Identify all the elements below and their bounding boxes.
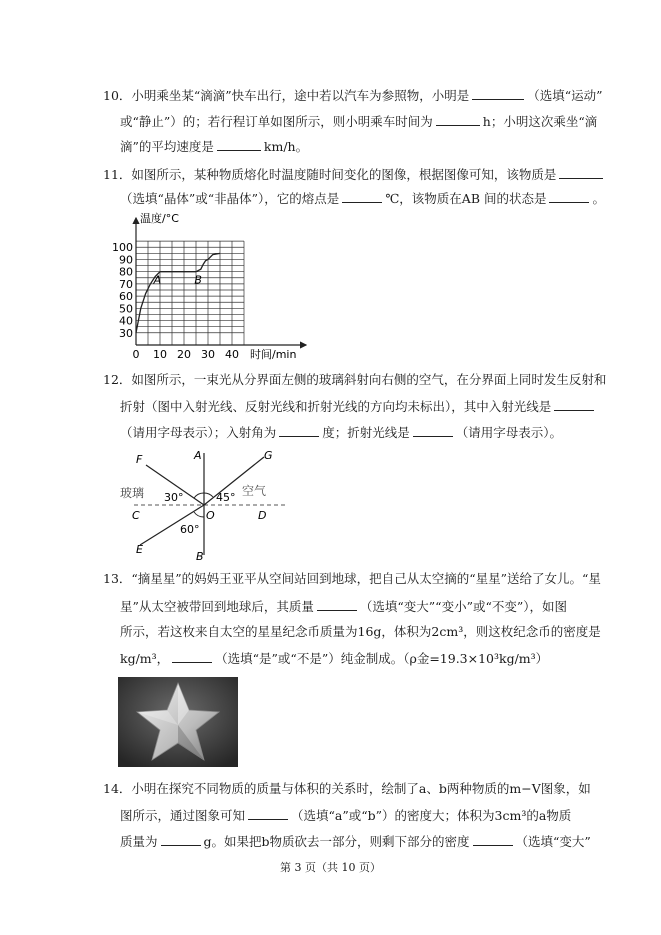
- q10-blank-1[interactable]: [472, 87, 524, 100]
- q14-blank-3[interactable]: [473, 833, 513, 846]
- y-tick-label: 80: [119, 265, 133, 279]
- angle-arc-60: [194, 512, 204, 517]
- label-D: D: [258, 509, 267, 522]
- label-glass: 玻璃: [120, 486, 145, 500]
- q11-line2: [120, 190, 605, 207]
- angle-arc-30: [194, 493, 204, 498]
- q10-line3: [120, 138, 308, 155]
- q13-text: （选填“变大”“变小”或“不变”），如图: [359, 599, 567, 614]
- q13-text: （选填“是”或“不是”）纯金制成。（ρ金=19.3×10³kg/m³）: [215, 651, 549, 666]
- melting-chart: [110, 210, 310, 365]
- q11-line1: [103, 166, 606, 183]
- q11-blank-1[interactable]: [559, 166, 603, 179]
- q12-line3: [120, 424, 562, 441]
- q14-text: 图所示，通过图象可知: [120, 808, 246, 823]
- q11-blank-3[interactable]: [549, 190, 589, 203]
- q13-line2: [120, 598, 567, 615]
- q10-line2: [120, 113, 597, 130]
- label-A: A: [194, 449, 202, 462]
- q11-text: 。: [592, 191, 605, 206]
- q11-text: 11．如图所示，某种物质熔化时温度随时间变化的图像，根据图像可知，该物质是: [103, 167, 557, 182]
- y-tick-label: 50: [119, 302, 133, 316]
- q13-blank-1[interactable]: [317, 598, 357, 611]
- label-E: E: [136, 543, 143, 556]
- q10-text: km/h。: [263, 139, 309, 154]
- x-tick-label: 0: [132, 348, 140, 361]
- q14-line2: [120, 807, 571, 824]
- label-B: B: [196, 550, 204, 562]
- q12-text: 折射（图中入射光线、反射光线和折射光线的方向均未标出），其中入射光线是: [120, 399, 552, 414]
- angle-arc-45: [204, 493, 213, 497]
- q12-text: 度；折射光线是: [322, 425, 410, 440]
- q11-blank-2[interactable]: [342, 190, 382, 203]
- q11-text: ℃，该物质在AB 间的状态是: [385, 191, 547, 206]
- chart-annotation-B: B: [194, 273, 202, 287]
- q12-blank-2[interactable]: [279, 424, 319, 437]
- label-O: O: [206, 509, 215, 522]
- q14-line1: [103, 781, 591, 797]
- q10-text: 或“静止”）的；若行程订单如图所示，则小明乘车时间为: [120, 114, 433, 129]
- q14-blank-2[interactable]: [161, 833, 201, 846]
- label-C: C: [132, 509, 140, 522]
- q12-text: 12．如图所示，一束光从分界面左侧的玻璃斜射向右侧的空气，在分界面上同时发生反射和: [103, 372, 607, 387]
- x-tick-label: 40: [225, 348, 239, 361]
- q13-text: kg/m³，: [120, 651, 170, 666]
- star-coin-photo: [118, 677, 238, 767]
- q12-line2: [120, 398, 597, 415]
- q14-blank-1[interactable]: [248, 807, 288, 820]
- q10-blank-2[interactable]: [436, 113, 480, 126]
- q14-text: （选填“a”或“b”）的密度大；体积为3cm³的a物质: [291, 808, 572, 823]
- q14-line3: [120, 833, 591, 850]
- q14-text: （选填“变大”: [515, 834, 591, 849]
- q12-text: （请用字母表示）。: [455, 425, 563, 440]
- q10-text: h；小明这次乘坐“滴: [482, 114, 598, 129]
- label-F: F: [136, 453, 143, 466]
- q13-text: 所示，若这枚来自太空的星星纪念币质量为16g，体积为2cm³，则这枚纪念币的密度是: [120, 624, 601, 639]
- chart-annotation-A: A: [153, 273, 162, 287]
- label-G: G: [264, 449, 273, 462]
- x-tick-label: 30: [201, 348, 215, 361]
- q13-blank-2[interactable]: [172, 650, 212, 663]
- y-tick-label: 100: [112, 241, 133, 255]
- q12-blank-3[interactable]: [413, 424, 453, 437]
- optics-diagram: [120, 447, 290, 562]
- y-tick-label: 40: [119, 314, 133, 328]
- star-icon: [118, 677, 238, 767]
- q14-text: 14．小明在探究不同物质的质量与体积的关系时，绘制了a、b两种物质的m−V图象，如: [103, 781, 591, 796]
- y-axis-label: 温度/°C: [140, 212, 179, 225]
- page-footer: 第 3 页（共 10 页）: [280, 861, 381, 874]
- q10-text: 10．小明乘坐某“滴滴”快车出行，途中若以汽车为参照物，小明是: [103, 88, 470, 103]
- chart-grid: [136, 241, 244, 345]
- label-angle-60: 60°: [180, 523, 200, 536]
- q13-line3: [120, 624, 601, 640]
- q13-line4: [120, 650, 548, 667]
- q12-text: （请用字母表示）；入射角为: [120, 425, 277, 440]
- q13-text: 13．“摘星星”的妈妈王亚平从空间站回到地球，把自己从太空摘的“星星”送给了女儿。“星: [103, 571, 601, 586]
- label-angle-45: 45°: [216, 491, 236, 504]
- q12-blank-1[interactable]: [554, 398, 594, 411]
- q10-text: 滴”的平均速度是: [120, 139, 214, 154]
- x-axis-label: 时间/min: [250, 348, 297, 361]
- q14-text: g。如果把b物质砍去一部分，则剩下部分的密度: [203, 834, 470, 849]
- label-angle-30: 30°: [164, 491, 184, 504]
- x-tick-label: 20: [177, 348, 191, 361]
- q10-text: （选填“运动”: [527, 88, 603, 103]
- q10-blank-3[interactable]: [217, 138, 261, 151]
- x-tick-label: 10: [153, 348, 167, 361]
- y-tick-label: 70: [119, 277, 133, 291]
- y-tick-label: 30: [119, 326, 133, 340]
- q14-text: 质量为: [120, 834, 158, 849]
- q13-text: 星”从太空被带回到地球后，其质量: [120, 599, 314, 614]
- q11-text: （选填“晶体”或“非晶体”），它的熔点是: [120, 191, 340, 206]
- q12-line1: [103, 372, 606, 388]
- q13-line1: [103, 571, 601, 587]
- y-tick-label: 60: [119, 290, 133, 304]
- label-air: 空气: [242, 484, 267, 498]
- q10-line1: [103, 87, 602, 104]
- y-tick-label: 90: [119, 253, 133, 267]
